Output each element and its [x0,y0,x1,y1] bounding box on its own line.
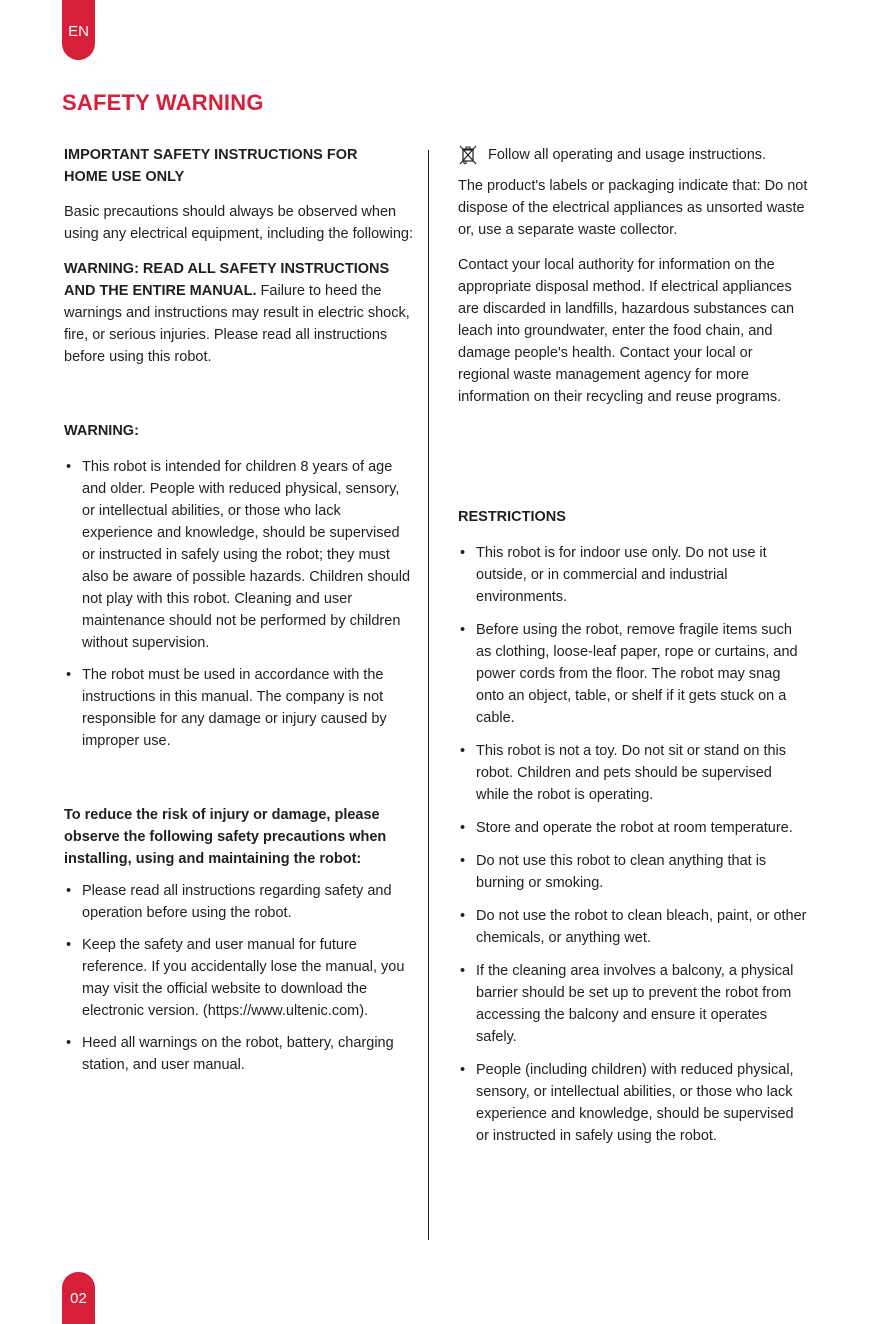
warning-list [64,456,414,752]
restrictions-heading: RESTRICTIONS [458,509,566,525]
weee-row [458,144,808,166]
list-item: • This robot is intended for children 8 years of age and older. People with reduced physical, sensory, or intellectual abilities, or those who lack experience and knowledge, should be supervised or instructed in safely using the robot; they must also be aware of possible hazards. Children should not play with this robot. Cleaning and user maintenance should not be performed by children without supervision. [66,456,414,654]
left-column [64,144,414,1076]
list-item: • Please read all instructions regarding safety and operation before using the robot. [66,880,414,924]
list-item: • Store and operate the robot at room temperature. [460,817,808,839]
warning-heading: WARNING: [64,423,139,439]
list-item: • The robot must be used in accordance with the instructions in this manual. The company is not responsible for any damage or injury caused by improper use. [66,664,414,752]
list-item: • Keep the safety and user manual for future reference. If you accidentally lose the manual, you may visit the official website to download the electronic version. (https://www.ultenic.com). [66,934,414,1022]
read-instructions-text: Failure to heed the warnings and instructions may result in electric shock, fire, or serious injuries. Please read all instructions before using this robot. [64,283,410,365]
language-tab: EN [62,0,95,60]
labels-text: The product's labels or packaging indicate that: Do not dispose of the electrical appliances as unsorted waste or, use a separate waste collector. [458,178,808,238]
list-item: • This robot is for indoor use only. Do not use it outside, or in commercial and industrial environments. [460,542,808,608]
list-item: • If the cleaning area involves a balcony, a physical barrier should be set up to prevent the robot from accessing the balcony and ensure it operates safely. [460,960,808,1048]
right-column [458,144,808,1147]
basic-precautions-text: Basic precautions should always be observed when using any electrical equipment, including the following: [64,204,414,242]
page-title: SAFETY WARNING [62,90,264,115]
precautions-list [64,880,414,1076]
important-heading: IMPORTANT SAFETY INSTRUCTIONS FOR HOME USE ONLY [64,147,358,185]
follow-instructions-text: Follow all operating and usage instructions. [488,147,767,163]
list-item: • Do not use the robot to clean bleach, paint, or other chemicals, or anything wet. [460,905,808,949]
list-item: • Heed all warnings on the robot, battery, charging station, and user manual. [66,1032,414,1076]
contact-authority-text: Contact your local authority for information on the appropriate disposal method. If electrical appliances are discarded in landfills, hazardous substances can leach into groundwater, enter the food chain, and damage people's health. Contact your local or regional waste management agency for more information on their recycling and reuse programs. [458,257,795,405]
column-divider [428,150,429,1240]
crossed-out-wheelie-bin-icon [458,144,478,166]
read-instructions-bold: WARNING: READ ALL SAFETY INSTRUCTIONS AND THE ENTIRE MANUAL. [64,261,390,299]
restrictions-list [458,542,808,1147]
list-item: • People (including children) with reduced physical, sensory, or intellectual abilities, or those who lack experience and knowledge, should be supervised or instructed in safely using the robot. [460,1059,808,1147]
list-item: • Before using the robot, remove fragile items such as clothing, loose-leaf paper, rope or curtains, and power cords from the floor. The robot may snag onto an object, table, or shelf if it gets stuck on a cable. [460,619,808,729]
list-item: • Do not use this robot to clean anything that is burning or smoking. [460,850,808,894]
page-number: 02 [62,1272,95,1324]
list-item: • This robot is not a toy. Do not sit or stand on this robot. Children and pets should be supervised while the robot is operating. [460,740,808,806]
reduce-risk-heading: To reduce the risk of injury or damage, please observe the following safety precautions when installing, using and maintaining the robot: [64,807,387,867]
read-instructions-paragraph [64,258,414,368]
